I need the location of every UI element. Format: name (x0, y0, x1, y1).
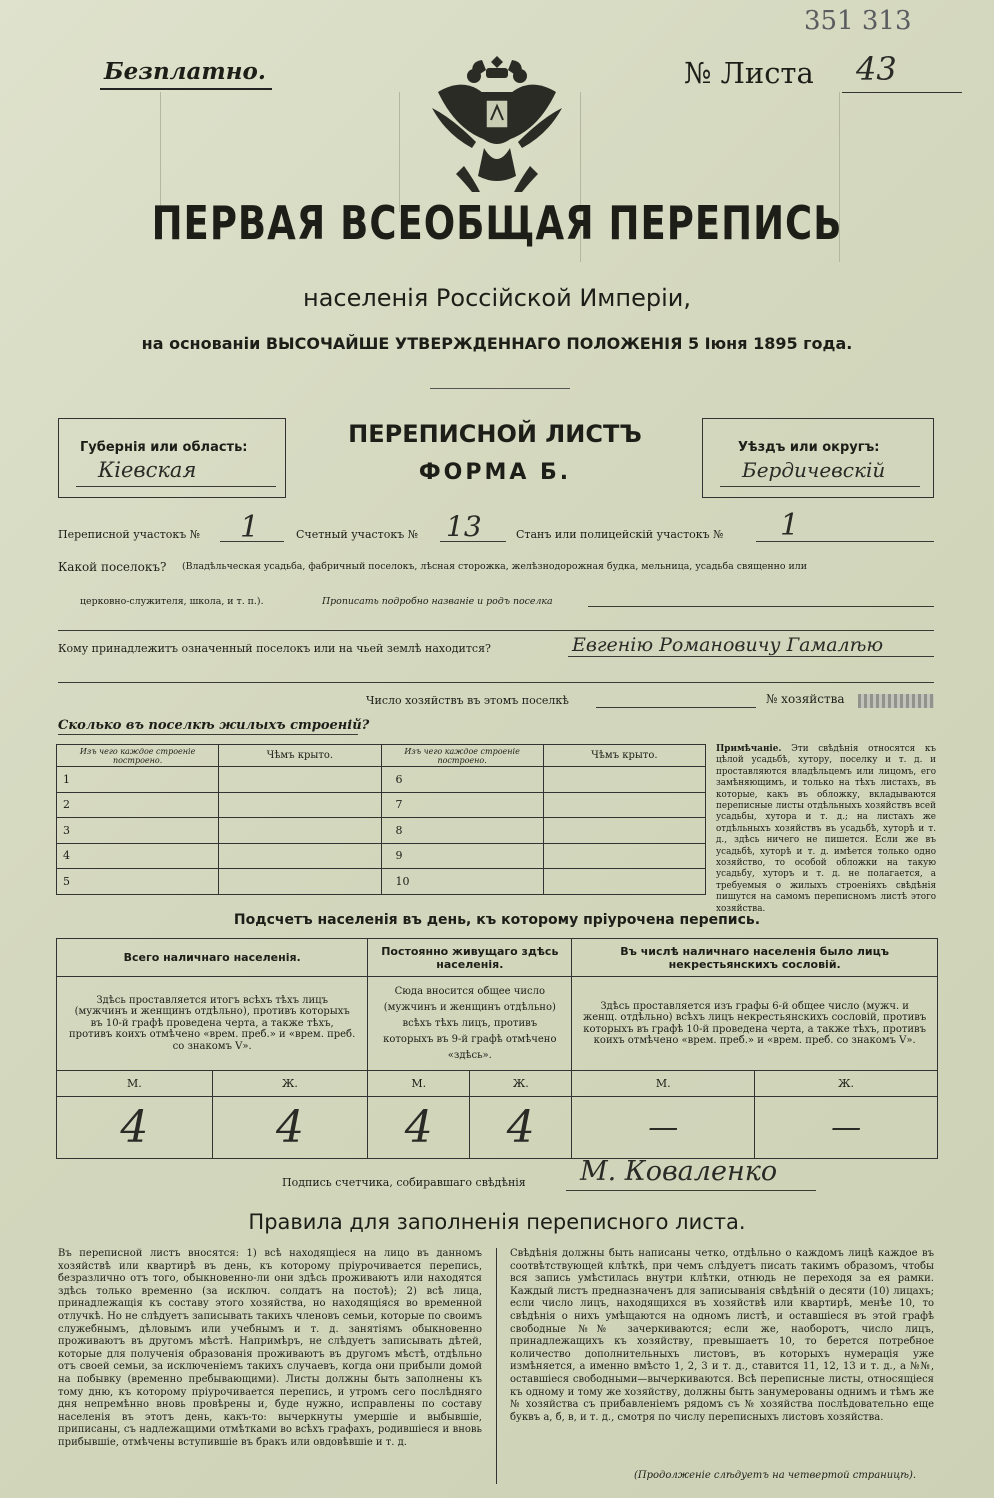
roof-cell[interactable] (219, 767, 381, 793)
roof-cell[interactable] (219, 843, 381, 869)
buildings-label: Сколько въ поселкѣ жилыхъ строеній? (58, 718, 370, 733)
bleed-through-text-left (160, 92, 420, 212)
census-area-label: Переписной участокъ № (58, 528, 201, 541)
row-number: 3 (57, 818, 219, 844)
guberniya-value: Кіевская (98, 458, 197, 482)
col-m-label: М. (368, 1071, 470, 1097)
rules-left-column: Въ переписной листъ вносятся: 1) всѣ находящіеся на лицо въ данномъ хозяйствѣ или квартирѣ въ день, къ которому пріурочивается перепись, безразлично отъ того, обыкновенно-ли они здѣсь проживаютъ или находятся здѣсь только временно (за исключ. солдатъ на постоѣ); 2) всѣ лица, принадлежащія къ составу этого хозяйства, но находящіяся во временной отлучкѣ. Но не слѣдуетъ записывать такихъ членовъ семьи, которые по своимъ служебнымъ, дѣловымъ или учебнымъ и т. д. занятіямъ обыкновенно проживаютъ въ другомъ мѣстѣ. Напримѣръ, не слѣдуетъ записывать дѣтей, которые для полученія образованія проживаютъ въ другомъ мѣстѣ, отдѣльно отъ своей семьи, за исключеніемъ такихъ случаевъ, когда они прибыли домой на побывку (временно пребывающими). Листы должны быть заполнены къ тому дню, къ которому пріурочивается перепись, и утромъ сего послѣдняго дня непремѣнно вновь провѣрены и, буде нужно, исправлены по составу населенія въ этотъ день, какъ-то: вычеркнуты умершіе и выбывшіе, приписаны, съ надлежащими отмѣтками во всѣхъ графахъ, родившіеся и вновь прибывшіе, отмѣчены вступившіе въ бракъ или овдовѣвшіе и т. д. (58, 1248, 482, 1448)
signature-label: Подпись счетчика, собиравшаго свѣдѣнія (282, 1176, 526, 1189)
rules-title: Правила для заполненія переписного листа. (248, 1210, 746, 1234)
owner-line-2 (58, 682, 934, 683)
col-zh-label: Ж. (755, 1071, 938, 1097)
nonpeasant-male-value[interactable]: — (572, 1097, 755, 1159)
sheet-number-underline (842, 92, 962, 93)
settlement-line-1 (588, 606, 934, 607)
col-permanent-title: Постоянно живущаго здѣсь населенія. (368, 939, 572, 977)
form-name: ФОРМА Б. (418, 460, 572, 485)
permanent-female-value[interactable]: 4 (470, 1097, 572, 1159)
owner-line (568, 656, 934, 657)
roof-cell[interactable] (219, 869, 381, 895)
roof-cell[interactable] (543, 767, 705, 793)
owner-value: Евгенію Романовичу Гамалѣю (572, 634, 884, 656)
roof-cell[interactable] (543, 843, 705, 869)
free-label: Безплатно. (104, 58, 266, 85)
row-number: 1 (57, 767, 219, 793)
settlement-line-2 (58, 630, 934, 631)
table-row (57, 767, 706, 793)
settlement-hint-3: Прописать подробно названіе и родъ поселка (322, 596, 553, 607)
main-title: ПЕРВАЯ ВСЕОБЩАЯ ПЕРЕПИСЬ (151, 196, 843, 251)
roof-cell[interactable] (543, 792, 705, 818)
buildings-col-roof: Чѣмъ крыто. (219, 745, 381, 767)
row-number: 10 (381, 869, 543, 895)
buildings-col-roof-2: Чѣмъ крыто. (543, 745, 705, 767)
double-headed-eagle-icon (424, 48, 570, 198)
rules-continued: (Продолженіе слѣдуетъ на четвертой страницѣ). (634, 1470, 917, 1481)
settlement-hint-2: церковно-служителя, школа, и т. п.). (80, 596, 264, 607)
row-number: 8 (381, 818, 543, 844)
uezd-value: Бердичевскій (742, 458, 886, 482)
count-title: Подсчетъ населенія въ день, къ которому пріурочена перепись. (233, 912, 761, 928)
buildings-underline (58, 734, 358, 735)
note-block (716, 744, 936, 915)
household-no-stamp (858, 694, 934, 708)
col-permanent-text: Сюда вносится общее число (мужчинъ и женщинъ отдѣльно) всѣхъ тѣхъ лицъ, противъ которыхъ въ 9-й графѣ отмѣчено «здѣсь». (368, 977, 572, 1071)
uezd-label: Уѣздъ или округъ: (738, 440, 880, 455)
row-number: 4 (57, 843, 219, 869)
count-area-label: Счетный участокъ № (296, 528, 419, 541)
guberniya-underline (76, 486, 276, 487)
row-number: 9 (381, 843, 543, 869)
col-m-label: М. (572, 1071, 755, 1097)
census-area-value: 1 (240, 510, 260, 545)
table-row (57, 843, 706, 869)
subtitle: населенія Россійской Имперіи, (303, 284, 691, 312)
sheet-number-value: 43 (856, 50, 897, 88)
col-nonpeasant-text: Здѣсь проставляется изъ графы 6-й общее число (мужч. и женщ. отдѣльно) всѣхъ лицъ некрестьянскихъ сословій, противъ которыхъ въ графѣ 10-й проведена черта, а также тѣхъ, противъ коихъ отмѣчено «врем. преб.» и «врем. преб. со знакомъ V». (572, 977, 938, 1071)
buildings-col-material: Изъ чего каждое строеніе построено. (57, 745, 219, 767)
count-area-value: 13 (446, 510, 482, 543)
stan-label: Станъ или полицейскій участокъ № (516, 528, 724, 541)
col-total-text: Здѣсь проставляется итогъ всѣхъ тѣхъ лицъ (мужчинъ и женщинъ отдѣльно), противъ которыхъ въ 10-й графѣ проведена черта, а также тѣхъ, противъ коихъ отмѣчено «врем. преб.» и «врем. преб. со знакомъ V». (57, 977, 368, 1071)
title-separator (430, 388, 570, 389)
roof-cell[interactable] (219, 818, 381, 844)
rules-right-column: Свѣдѣнія должны быть написаны четко, отдѣльно о каждомъ лицѣ каждое въ соотвѣтствующей клѣткѣ, при чемъ слѣдуетъ писать такимъ образомъ, чтобы вся запись умѣстилась внутри клѣтки, отнюдь не переходя за ея рамки. Каждый листъ предназначенъ для записыванія свѣдѣній о десяти (10) лицахъ; если число лицъ, находящихся въ хозяйствѣ или квартирѣ, менѣе 10, то свѣдѣнія о нихъ умѣщаются на одномъ листѣ, и оставшіеся въ этой графѣ свободные №№ зачеркиваются; если же, наоборотъ, число лицъ, принадлежащихъ къ хозяйству, превышаетъ 10, то берется потребное количество дополнительныхъ листовъ, въ которыхъ нумерація уже измѣняется, а именно вмѣсто 1, 2, 3 и т. д., ставится 11, 12, 13 и т. д., а №№, оставшіеся свободными—вычеркиваются. Всѣ переписные листы, относящіеся къ одному и тому же хозяйству, должны быть занумерованы однимъ и тѣмъ же № хозяйства съ прибавленіемъ рядомъ съ № хозяйства послѣдовательно еще буквъ а, б, в, и т. д., смотря по числу переписныхъ листовъ хозяйства. (510, 1248, 934, 1423)
household-no-label: № хозяйства (766, 692, 845, 706)
col-m-label: М. (57, 1071, 213, 1097)
col-nonpeasant-title: Въ числѣ наличнаго населенія было лицъ некрестьянскихъ сословій. (572, 939, 938, 977)
households-line (596, 707, 756, 708)
note-title: Примѣчаніе. (716, 744, 782, 754)
archive-number: 351 313 (804, 6, 912, 36)
row-number: 7 (381, 792, 543, 818)
total-male-value[interactable]: 4 (57, 1097, 213, 1159)
note-text: Эти свѣдѣнія относятся къ цѣлой усадьбѣ, хутору, поселку и т. д. и проставляются владѣльцемъ или лицомъ, его замѣняющимъ, и только на тѣхъ листахъ, въ которые, какъ въ обложку, вкладываются переписные листы отдѣльныхъ хозяйствъ всей усадьбы, хутора и т. д.; на листахъ же отдѣльныхъ хозяйствъ въ усадьбѣ, хуторѣ и т. д., здѣсь ничего не пишется. Если же въ усадьбѣ, хуторѣ и т. д. имѣется только одно хозяйство, то особой обложки на такую усадьбу, хуторъ и т. д. не полагается, а требуемыя о жилыхъ строеніяхъ свѣдѣнія пишутся на самомъ переписномъ листѣ этого хозяйства. (716, 744, 937, 914)
row-number: 2 (57, 792, 219, 818)
nonpeasant-female-value[interactable]: — (755, 1097, 938, 1159)
settlement-label: Какой поселокъ? (58, 560, 167, 574)
table-row (57, 869, 706, 895)
permanent-male-value[interactable]: 4 (368, 1097, 470, 1159)
signature-value: М. Коваленко (580, 1156, 778, 1187)
roof-cell[interactable] (543, 818, 705, 844)
guberniya-label: Губернія или область: (80, 440, 248, 455)
sheet-title: ПЕРЕПИСНОЙ ЛИСТЪ (348, 420, 642, 448)
col-zh-label: Ж. (212, 1071, 368, 1097)
roof-cell[interactable] (543, 869, 705, 895)
sheet-number-label: № Листа (684, 56, 814, 90)
col-total-title: Всего наличнаго населенія. (57, 939, 368, 977)
free-underline (100, 88, 272, 90)
col-zh-label: Ж. (470, 1071, 572, 1097)
settlement-hint: (Владѣльческая усадьба, фабричный поселокъ, лѣсная сторожка, желѣзнодорожная будка, мельница, усадьба священно или (182, 561, 807, 572)
row-number: 5 (57, 869, 219, 895)
buildings-table (56, 744, 706, 895)
subtitle-decree: на основаніи ВЫСОЧАЙШЕ УТВЕРЖДЕННАГО ПОЛОЖЕНІЯ 5 Іюня 1895 года. (141, 334, 853, 353)
row-number: 6 (381, 767, 543, 793)
total-female-value[interactable]: 4 (212, 1097, 368, 1159)
households-label: Число хозяйствъ въ этомъ поселкѣ (366, 694, 569, 707)
table-row (57, 818, 706, 844)
buildings-col-material-2: Изъ чего каждое строеніе построено. (381, 745, 543, 767)
roof-cell[interactable] (219, 792, 381, 818)
rules-divider (496, 1248, 497, 1484)
owner-label: Кому принадлежитъ означенный поселокъ или на чьей землѣ находится? (58, 642, 491, 655)
population-count-table (56, 938, 938, 1159)
table-row (57, 792, 706, 818)
uezd-underline (720, 486, 920, 487)
stan-value: 1 (780, 508, 800, 543)
signature-line (566, 1190, 816, 1191)
